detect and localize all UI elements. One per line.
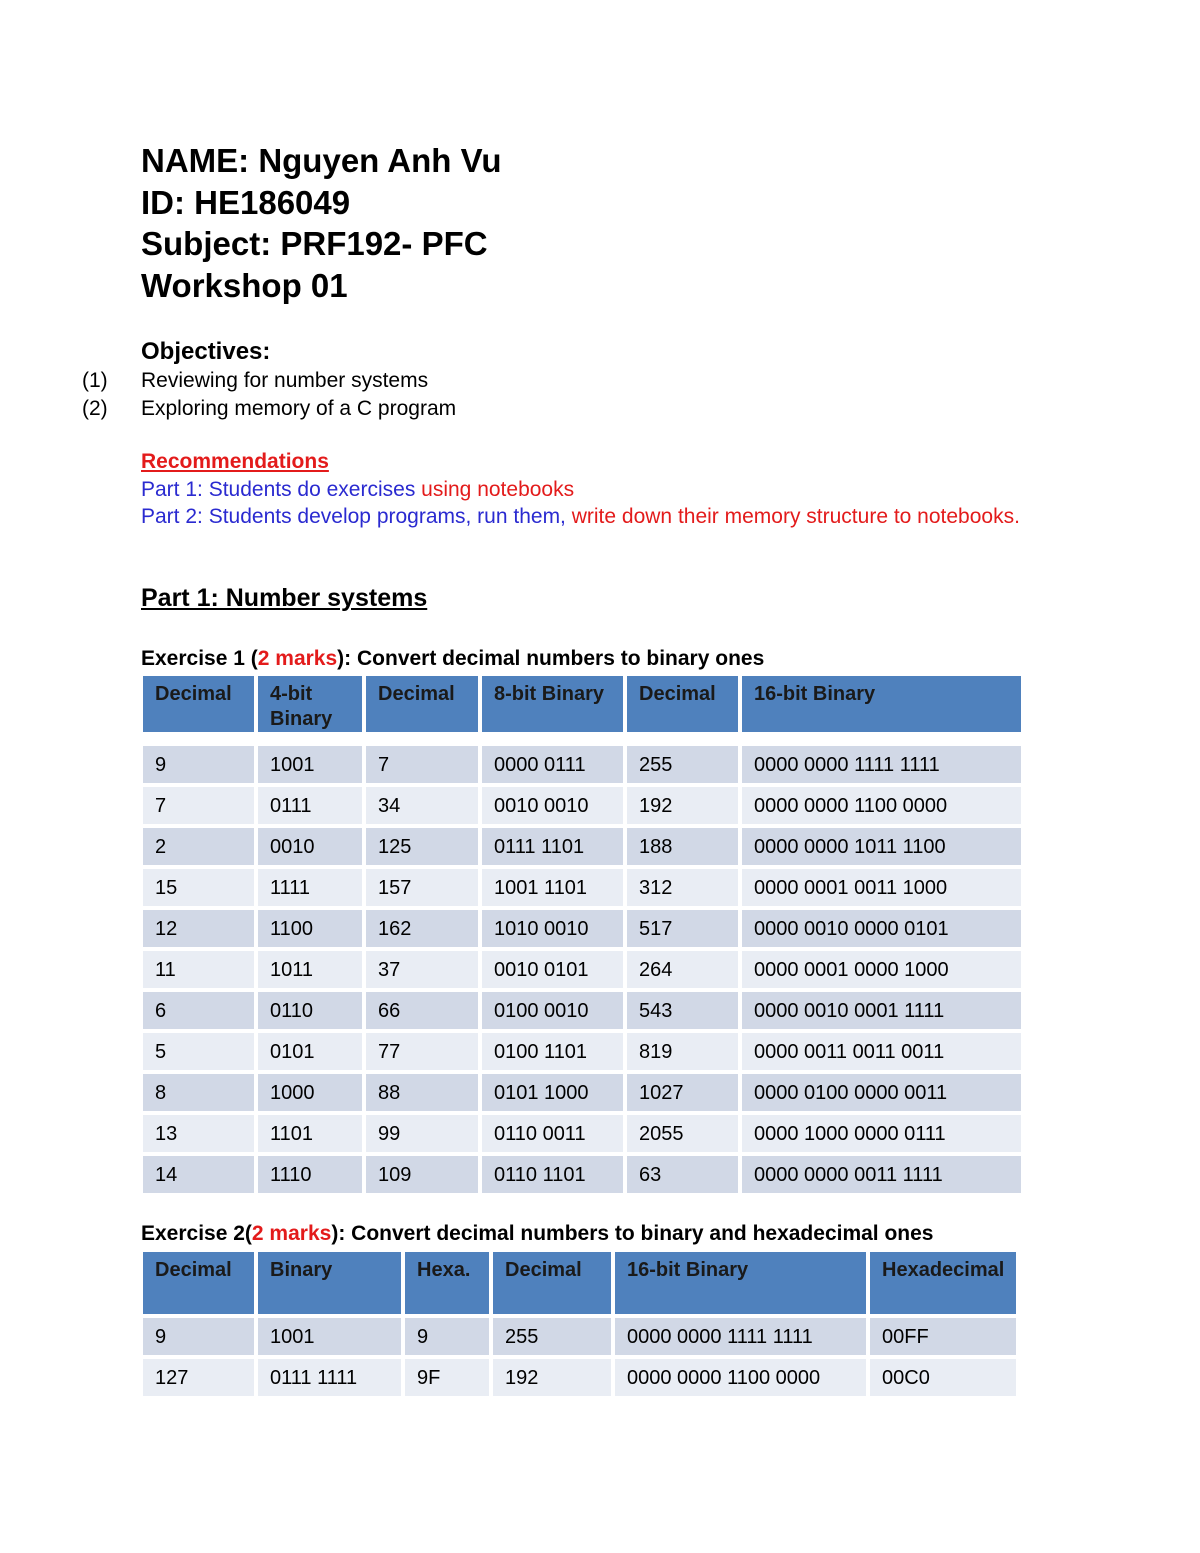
column-header: Decimal: [493, 1252, 611, 1314]
exercise2-marks: 2 marks: [251, 1222, 332, 1245]
table-cell: 12: [143, 910, 254, 947]
table-cell: 1027: [627, 1074, 738, 1111]
spacer-cell: [627, 736, 738, 742]
table-cell: 127: [143, 1359, 254, 1396]
table-cell: 0000 0000 1111 1111: [742, 746, 1021, 783]
objective-item: [82, 367, 456, 395]
recommendation-part1-note: using notebooks: [421, 477, 575, 501]
table-cell: 0101 1000: [482, 1074, 623, 1111]
recommendations: [141, 448, 1041, 531]
objectives-heading: Objectives:: [141, 338, 271, 365]
exercise2-table: [139, 1248, 1020, 1400]
table-cell: 1100: [258, 910, 362, 947]
table-cell: 63: [627, 1156, 738, 1193]
table-cell: 0000 0001 0000 1000: [742, 951, 1021, 988]
table-cell: 0000 0000 0011 1111: [742, 1156, 1021, 1193]
table-cell: 162: [366, 910, 478, 947]
table-cell: 15: [143, 869, 254, 906]
table-cell: 6: [143, 992, 254, 1029]
table-cell: 0000 0011 0011 0011: [742, 1033, 1021, 1070]
column-header: 8-bit Binary: [482, 676, 623, 732]
table-cell: 0000 0001 0011 1000: [742, 869, 1021, 906]
table-cell: 0000 0000 1100 0000: [742, 787, 1021, 824]
column-header: Decimal: [366, 676, 478, 732]
column-header: 16-bit Binary: [615, 1252, 866, 1314]
spacer-cell: [366, 736, 478, 742]
table-cell: 188: [627, 828, 738, 865]
exercise1-marks: 2 marks: [257, 647, 338, 670]
workshop-title: Workshop 01: [141, 266, 348, 304]
column-header: Decimal: [143, 676, 254, 732]
table-cell: 0111 1111: [258, 1359, 401, 1396]
table-row: [143, 828, 1021, 865]
table-row: [143, 869, 1021, 906]
table-cell: 0000 0010 0000 0101: [742, 910, 1021, 947]
exercise2-title-pre: Exercise 2(: [141, 1222, 252, 1245]
table-cell: 1111: [258, 869, 362, 906]
table-cell: 0000 0000 1011 1100: [742, 828, 1021, 865]
table-cell: 66: [366, 992, 478, 1029]
exercise1-table: [139, 672, 1025, 1197]
table-cell: 1001: [258, 746, 362, 783]
spacer-cell: [742, 736, 1021, 742]
table-row: [143, 1074, 1021, 1111]
table-cell: 37: [366, 951, 478, 988]
column-header: Hexadecimal: [870, 1252, 1016, 1314]
exercise2-title: [141, 1222, 934, 1246]
exercise1-title: [141, 647, 764, 671]
table-cell: 1110: [258, 1156, 362, 1193]
exercise1-title-post: ): Convert decimal numbers to binary ones: [337, 647, 765, 670]
table-cell: 9: [405, 1318, 489, 1355]
table-cell: 157: [366, 869, 478, 906]
table-row: [143, 951, 1021, 988]
table-cell: 0111: [258, 787, 362, 824]
document-header: [141, 140, 502, 306]
table-cell: 1011: [258, 951, 362, 988]
table-cell: 255: [627, 746, 738, 783]
column-header: 16-bit Binary: [742, 676, 1021, 732]
table-cell: 1001 1101: [482, 869, 623, 906]
objective-text: Reviewing for number systems: [141, 369, 429, 392]
table-cell: 77: [366, 1033, 478, 1070]
column-header: Decimal: [627, 676, 738, 732]
exercise2-title-post: ): Convert decimal numbers to binary and hexadecimal ones: [331, 1222, 934, 1245]
table-cell: 255: [493, 1318, 611, 1355]
table-cell: 0000 1000 0000 0111: [742, 1115, 1021, 1152]
column-header: 4-bit Binary: [258, 676, 362, 732]
objective-number: (1): [82, 369, 108, 392]
table-row: [143, 787, 1021, 824]
recommendations-heading: Recommendations: [141, 450, 329, 473]
column-header: Binary: [258, 1252, 401, 1314]
table-cell: 99: [366, 1115, 478, 1152]
spacer-cell: [482, 736, 623, 742]
table-cell: 0010 0010: [482, 787, 623, 824]
table-cell: 5: [143, 1033, 254, 1070]
subject: Subject: PRF192- PFC: [141, 225, 488, 262]
table-spacer: [143, 736, 1021, 742]
objective-item: [82, 395, 456, 423]
exercise1-title-pre: Exercise 1 (: [141, 647, 258, 670]
student-name: NAME: Nguyen Anh Vu: [141, 142, 502, 179]
table-cell: 0000 0010 0001 1111: [742, 992, 1021, 1029]
student-id: ID: HE186049: [141, 183, 351, 221]
column-header: Hexa.: [405, 1252, 489, 1314]
spacer-cell: [143, 736, 254, 742]
column-header: Decimal: [143, 1252, 254, 1314]
table-cell: 0100 1101: [482, 1033, 623, 1070]
table-cell: 109: [366, 1156, 478, 1193]
table-row: [143, 992, 1021, 1029]
table-row: [143, 1033, 1021, 1070]
table-cell: 11: [143, 951, 254, 988]
recommendation-part2-note: write down their memory structure to notebooks.: [571, 505, 1020, 528]
table-cell: 7: [366, 746, 478, 783]
spacer-cell: [258, 736, 362, 742]
table-cell: 8: [143, 1074, 254, 1111]
table-header-row: [143, 676, 1021, 732]
table-row: [143, 746, 1021, 783]
table-cell: 2055: [627, 1115, 738, 1152]
table-cell: 9: [143, 1318, 254, 1355]
table-cell: 1000: [258, 1074, 362, 1111]
table-cell: 00C0: [870, 1359, 1016, 1396]
table-cell: 0110: [258, 992, 362, 1029]
table-cell: 125: [366, 828, 478, 865]
recommendation-part2: [141, 503, 1041, 531]
table-cell: 0110 1101: [482, 1156, 623, 1193]
table-row: [143, 1318, 1016, 1355]
table-cell: 88: [366, 1074, 478, 1111]
table-cell: 0010: [258, 828, 362, 865]
table-cell: 0111 1101: [482, 828, 623, 865]
table-cell: 2: [143, 828, 254, 865]
table-cell: 0000 0111: [482, 746, 623, 783]
table-cell: 543: [627, 992, 738, 1029]
table-cell: 312: [627, 869, 738, 906]
table-cell: 0110 0011: [482, 1115, 623, 1152]
table-cell: 0100 0010: [482, 992, 623, 1029]
objective-number: (2): [82, 397, 108, 420]
table-row: [143, 910, 1021, 947]
table-cell: 0010 0101: [482, 951, 623, 988]
table-row: [143, 1359, 1016, 1396]
table-cell: 1001: [258, 1318, 401, 1355]
table-cell: 9F: [405, 1359, 489, 1396]
table-cell: 192: [493, 1359, 611, 1396]
table-cell: 517: [627, 910, 738, 947]
table-cell: 13: [143, 1115, 254, 1152]
table-cell: 00FF: [870, 1318, 1016, 1355]
table-row: [143, 1156, 1021, 1193]
objectives-list: [82, 367, 456, 423]
table-cell: 0101: [258, 1033, 362, 1070]
recommendation-part1-text: Part 1: Students do exercises: [141, 477, 422, 501]
table-cell: 1010 0010: [482, 910, 623, 947]
recommendation-part1: [141, 476, 1041, 504]
table-row: [143, 1115, 1021, 1152]
recommendation-part2-text: Part 2: Students develop programs, run them,: [141, 505, 572, 528]
table-cell: 0000 0000 1111 1111: [615, 1318, 866, 1355]
table-header-row: [143, 1252, 1016, 1314]
part1-heading: Part 1: Number systems: [141, 584, 428, 612]
table-cell: 264: [627, 951, 738, 988]
table-cell: 14: [143, 1156, 254, 1193]
table-cell: 7: [143, 787, 254, 824]
table-cell: 34: [366, 787, 478, 824]
table-cell: 1101: [258, 1115, 362, 1152]
table-cell: 9: [143, 746, 254, 783]
table-cell: 819: [627, 1033, 738, 1070]
objective-text: Exploring memory of a C program: [141, 397, 457, 420]
table-cell: 192: [627, 787, 738, 824]
table-cell: 0000 0100 0000 0011: [742, 1074, 1021, 1111]
table-cell: 0000 0000 1100 0000: [615, 1359, 866, 1396]
